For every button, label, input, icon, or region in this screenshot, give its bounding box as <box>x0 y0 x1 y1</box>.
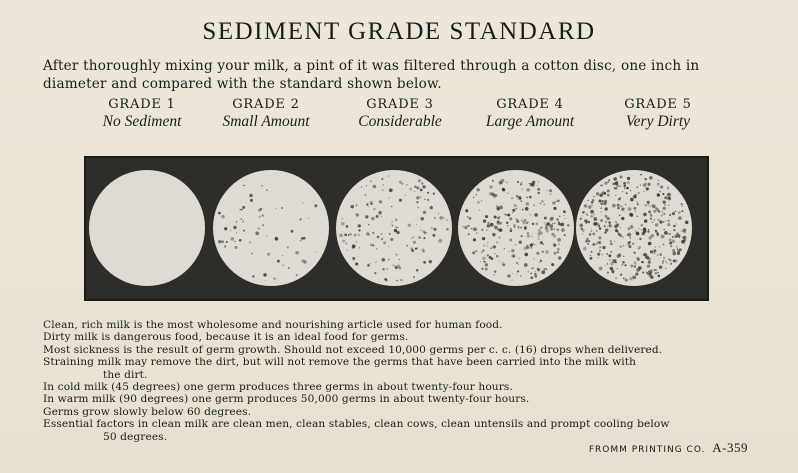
grade-description: Very Dirty <box>625 113 691 130</box>
body-line: In cold milk (45 degrees) one germ produces three germs in about twenty-four hours. <box>43 381 513 394</box>
body-line: Most sickness is the result of germ growth. Should not exceed 10,000 germs per c. c. (16) drops when delivered. <box>43 343 663 356</box>
body-line: In warm milk (90 degrees) one germ produces 50,000 germs in about twenty-four hours. <box>43 393 530 406</box>
grade-description: Considerable <box>358 113 442 130</box>
sediment-disc-3 <box>336 170 452 286</box>
grade-number: GRADE 2 <box>232 97 300 112</box>
sediment-disc-4 <box>458 170 574 286</box>
page-title: SEDIMENT GRADE STANDARD <box>202 18 596 45</box>
body-text <box>43 319 763 443</box>
grade-label-5 <box>583 97 733 131</box>
grade-description: No Sediment <box>102 113 182 130</box>
printer-name: FROMM PRINTING CO. <box>588 445 706 455</box>
grade-labels <box>0 97 798 137</box>
grade-description: Large Amount <box>485 113 575 130</box>
body-line: the dirt. <box>103 368 148 381</box>
print-code: A-359 <box>712 440 748 455</box>
intro-paragraph: After thoroughly mixing your milk, a pint of it was filtered through a cotton disc, one inch in diameter and compared with the standard shown below. <box>43 58 700 92</box>
sediment-discs-svg <box>86 158 707 299</box>
body-line: Germs grow slowly below 60 degrees. <box>43 405 252 418</box>
sediment-discs-photo <box>84 156 709 301</box>
grade-number: GRADE 5 <box>624 97 692 112</box>
sediment-disc-5 <box>576 170 692 286</box>
grade-number: GRADE 4 <box>496 97 564 112</box>
body-line: Clean, rich milk is the most wholesome and nourishing article used for human food. <box>43 319 503 331</box>
body-line: 50 degrees. <box>103 430 168 443</box>
grade-number: GRADE 1 <box>108 97 176 112</box>
printer-footer <box>589 440 748 456</box>
sediment-disc-1 <box>89 170 205 286</box>
sediment-disc-2 <box>213 170 329 286</box>
grade-description: Small Amount <box>222 113 310 130</box>
body-line: Dirty milk is dangerous food, because it is an ideal food for germs. <box>43 331 409 344</box>
body-line: Essential factors in clean milk are clean men, clean stables, clean cows, clean untensils and prompt cooling below <box>43 418 670 431</box>
grade-label-2 <box>191 97 341 131</box>
body-line: Straining milk may remove the dirt, but will not remove the germs that have been carried into the milk with <box>43 356 637 369</box>
grade-number: GRADE 3 <box>366 97 434 112</box>
grade-label-3 <box>325 97 475 131</box>
